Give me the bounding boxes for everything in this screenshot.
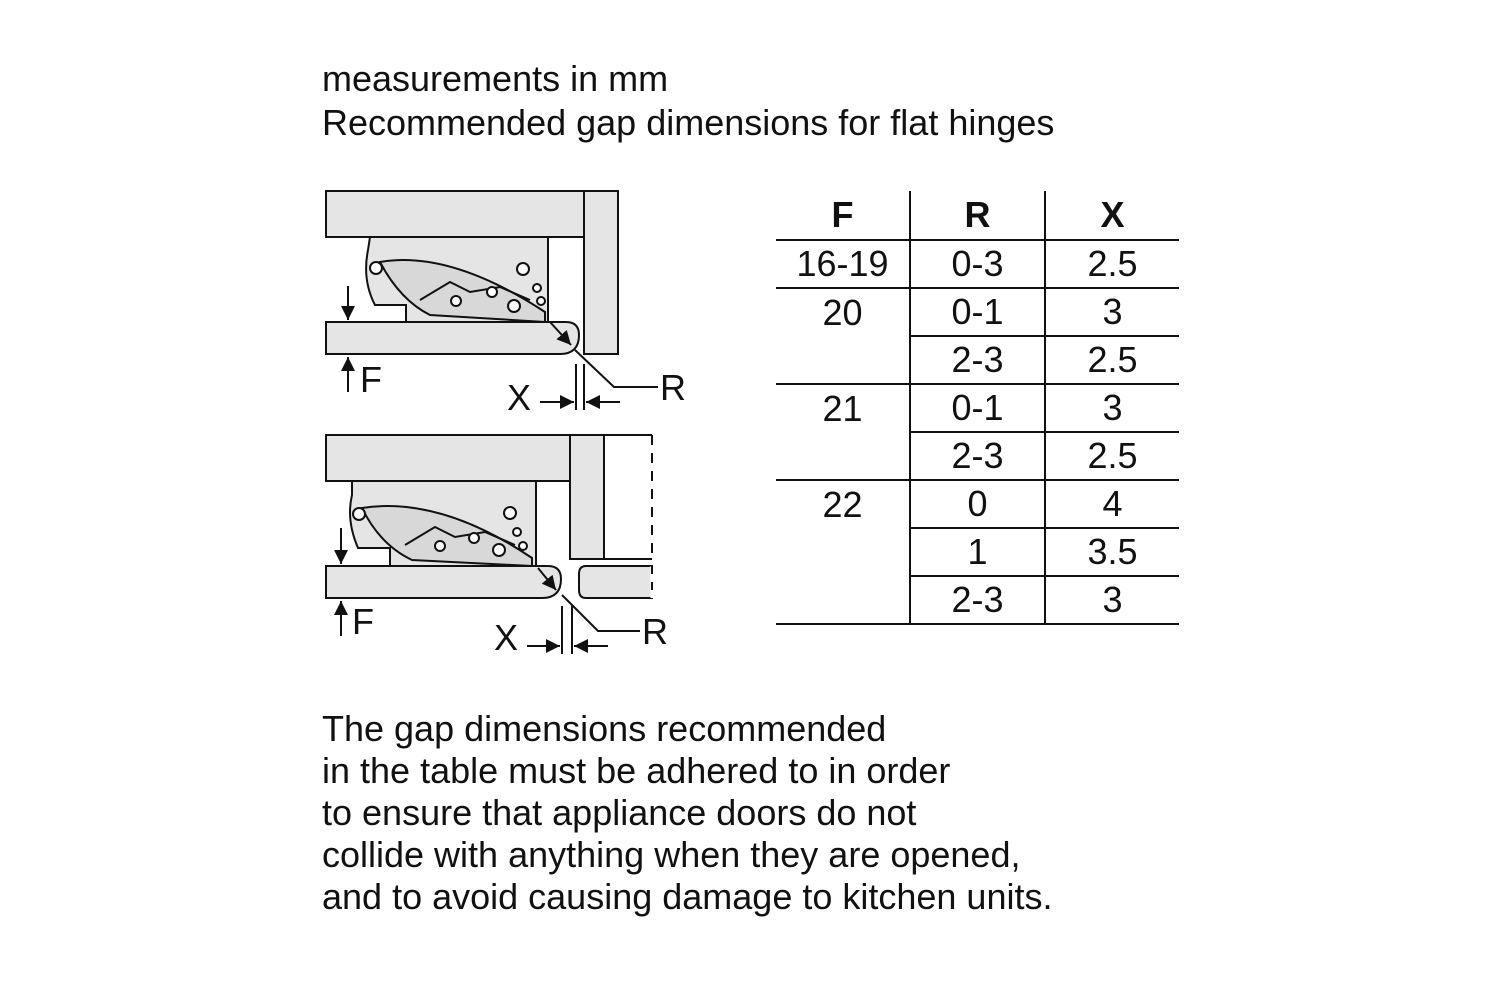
label-f: F [352, 601, 374, 642]
table-row [776, 288, 1179, 336]
cell-x: 2.5 [1045, 336, 1179, 384]
hinge-pivot [370, 262, 382, 274]
label-x: X [494, 617, 519, 658]
label-x: X [507, 377, 532, 418]
cell-r: 0-1 [910, 384, 1045, 432]
r-leader [562, 595, 640, 631]
r-leader [575, 350, 658, 387]
cell-x: 3 [1045, 288, 1179, 336]
hinge-pivot [513, 528, 521, 536]
table-row [776, 480, 1179, 528]
table-row [776, 432, 1179, 480]
hinge-pivot [493, 544, 505, 556]
side-wall [570, 435, 604, 559]
cell-f: 16-19 [776, 240, 910, 288]
instruction-note [322, 708, 1052, 918]
label-r: R [660, 367, 686, 408]
cell-f [776, 576, 910, 624]
cell-r: 2-3 [910, 432, 1045, 480]
cell-r: 2-3 [910, 576, 1045, 624]
cell-r: 0-1 [910, 288, 1045, 336]
cell-x: 2.5 [1045, 432, 1179, 480]
cell-r: 1 [910, 528, 1045, 576]
table-row [776, 384, 1179, 432]
cell-f [776, 432, 910, 480]
hinge-pivot [519, 542, 527, 550]
hinge-pivot [508, 300, 520, 312]
column-header-r: R [910, 191, 1045, 240]
hinge-pivot [504, 507, 516, 519]
adjacent-door [579, 566, 652, 598]
hinge-pivot [353, 508, 365, 520]
table-row [776, 576, 1179, 624]
cell-x: 3 [1045, 384, 1179, 432]
cabinet-panel [326, 191, 584, 237]
heading-units: measurements in mm [322, 58, 669, 99]
cell-x: 3 [1045, 576, 1179, 624]
cell-x: 3.5 [1045, 528, 1179, 576]
table-row [776, 528, 1179, 576]
cell-f: 21 [822, 387, 863, 429]
note-line: collide with anything when they are opened, [322, 834, 1021, 875]
column-header-x: X [1045, 191, 1179, 240]
diagram-top [326, 191, 618, 354]
hinge-pivot [435, 541, 445, 551]
gap-dimensions-table [776, 191, 1179, 625]
cell-r: 2-3 [910, 336, 1045, 384]
cell-f: 20 [822, 291, 863, 333]
table-row [776, 240, 1179, 288]
hinge-diagram [300, 180, 720, 680]
heading [322, 57, 1054, 145]
cell-f: 22 [822, 483, 863, 525]
hinge-pivot [487, 287, 497, 297]
hinge-pivot [517, 263, 529, 275]
cell-r: 0 [910, 480, 1045, 528]
cabinet-panel [326, 435, 570, 481]
hinge-pivot [469, 533, 479, 543]
cell-f [776, 336, 910, 384]
hinge-pivot [537, 297, 545, 305]
table-header-row [776, 191, 1179, 240]
heading-title: Recommended gap dimensions for flat hinges [322, 102, 1055, 143]
note-line: to ensure that appliance doors do not [322, 792, 917, 833]
side-wall [584, 191, 618, 354]
cell-r: 0-3 [910, 240, 1045, 288]
hinge-pivot [451, 296, 461, 306]
label-r: R [642, 611, 668, 652]
table-row [776, 336, 1179, 384]
hinge-pivot [533, 284, 541, 292]
note-line: in the table must be adhered to in order [322, 750, 951, 791]
column-header-f: F [776, 191, 910, 240]
appliance-door [326, 322, 579, 354]
cell-f [776, 528, 910, 576]
appliance-door [326, 566, 561, 598]
note-line: and to avoid causing damage to kitchen units. [322, 876, 1053, 917]
cell-x: 4 [1045, 480, 1179, 528]
note-line: The gap dimensions recommended [322, 708, 887, 749]
cell-x: 2.5 [1045, 240, 1179, 288]
diagram-bottom [326, 435, 652, 598]
label-f: F [360, 359, 382, 400]
